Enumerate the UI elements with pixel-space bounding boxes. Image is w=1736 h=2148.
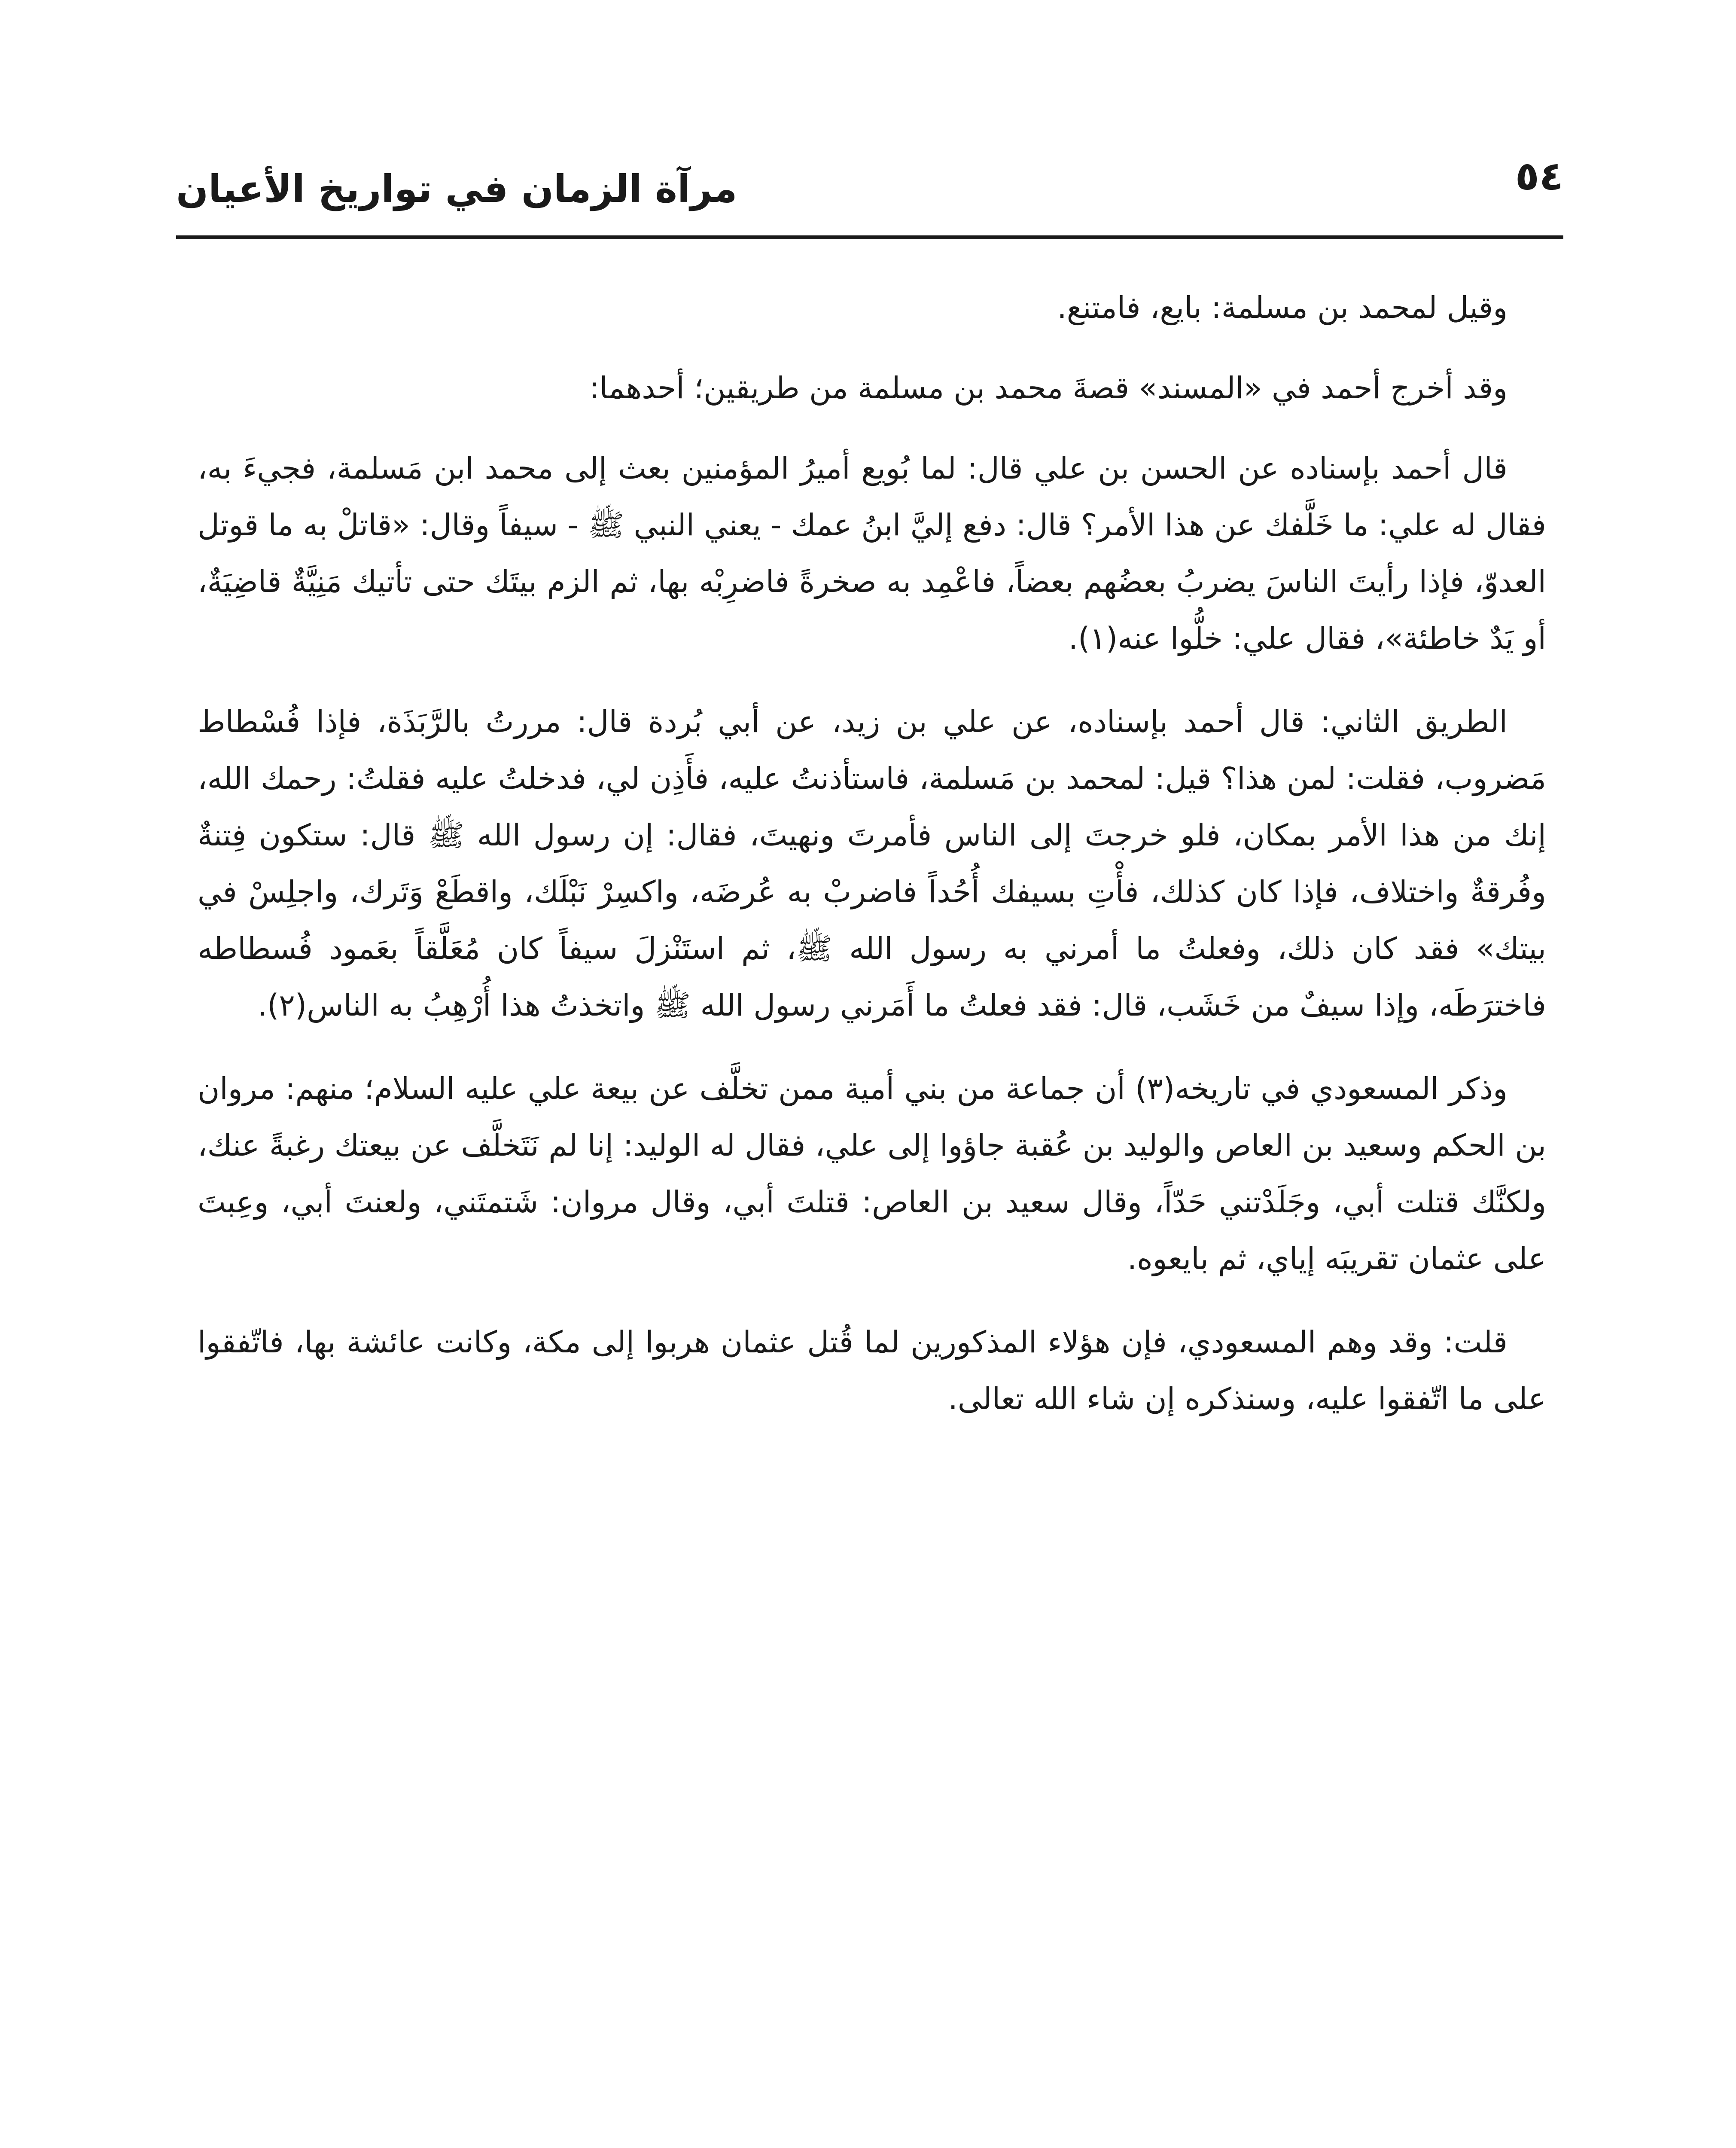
header-rule	[176, 235, 1563, 239]
paragraph: وقيل لمحمد بن مسلمة: بايع، فامتنع.	[1057, 290, 1508, 325]
page-number: ٥٤	[1515, 153, 1563, 199]
paragraph: قلت: وقد وهم المسعودي، فإن هؤلاء المذكورين لما قُتل عثمان هربوا إلى مكة، وكانت عائشة بها، فاتّفقوا على ما اتّفقوا عليه، وسنذكره إن شاء الله تعالى.	[198, 1324, 1546, 1416]
paragraph: الطريق الثاني: قال أحمد بإسناده، عن علي بن زيد، عن أبي بُردة قال: مررتُ بالرَّبَذَة، فإذا فُسْطاط مَضروب، فقلت: لمن هذا؟ قيل: لمحمد بن مَسلمة، فاستأذنتُ عليه، فأَذِن لي، فدخلتُ عليه فقلتُ: رحمك الله، إنك من هذا الأمر بمكان، فلو خرجتَ إلى الناس فأمرتَ ونهيتَ، فقال: إن رسول الله ﷺ قال: ستكون فِتنةٌ وفُرقةٌ واختلاف، فإذا كان كذلك، فأْتِ بسيفك أُحُداً فاضربْ به عُرضَه، واكسِرْ نَبْلَك، واقطَعْ وَتَرك، واجلِسْ في بيتك» فقد كان ذلك، وفعلتُ ما أمرني به رسول الله ﷺ، ثم استَنْزلَ سيفاً كان مُعَلَّقاً بعَمود فُسطاطه فاخترَطَه، وإذا سيفٌ من خَشَب، قال: فقد فعلتُ ما أَمَرني رسول الله ﷺ واتخذتُ هذا أُرْهِبُ به الناس(٢).	[198, 704, 1546, 1023]
paragraph: وقد أخرج أحمد في «المسند» قصةَ محمد بن مسلمة من طريقين؛ أحدهما:	[589, 370, 1508, 406]
paragraph: وذكر المسعودي في تاريخه(٣) أن جماعة من بني أمية ممن تخلَّف عن بيعة علي عليه السلام؛ منهم: مروان بن الحكم وسعيد بن العاص والوليد بن عُقبة جاؤوا إلى علي، فقال له الوليد: إنا لم نَتَخلَّف عن بيعتك رغبةً عنك، ولكنَّك قتلت أبي، وجَلَدْتني حَدّاً، وقال سعيد بن العاص: قتلتَ أبي، وقال مروان: شَتمتَني، ولعنتَ أبي، وعِبتَ على عثمان تقريبَه إياي، ثم بايعوه.	[198, 1071, 1546, 1276]
paragraph: قال أحمد بإسناده عن الحسن بن علي قال: لما بُويع أميرُ المؤمنين بعث إلى محمد ابن مَسلمة، فجيءَ به، فقال له علي: ما خَلَّفك عن هذا الأمر؟ قال: دفع إليَّ ابنُ عمك - يعني النبي ﷺ - سيفاً وقال: «قاتلْ به ما قوتل العدوّ، فإذا رأيتَ الناسَ يضربُ بعضُهم بعضاً، فاعْمِد به صخرةً فاضرِبْه بها، ثم الزم بيتَك حتى تأتيك مَنِيَّةٌ قاضِيَةٌ، أو يَدٌ خاطئة»، فقال علي: خلُّوا عنه(١).	[198, 451, 1546, 656]
main-text	[198, 279, 1546, 1454]
page-header	[176, 142, 1563, 219]
running-title: مرآة الزمان في تواريخ الأعيان	[176, 167, 737, 211]
